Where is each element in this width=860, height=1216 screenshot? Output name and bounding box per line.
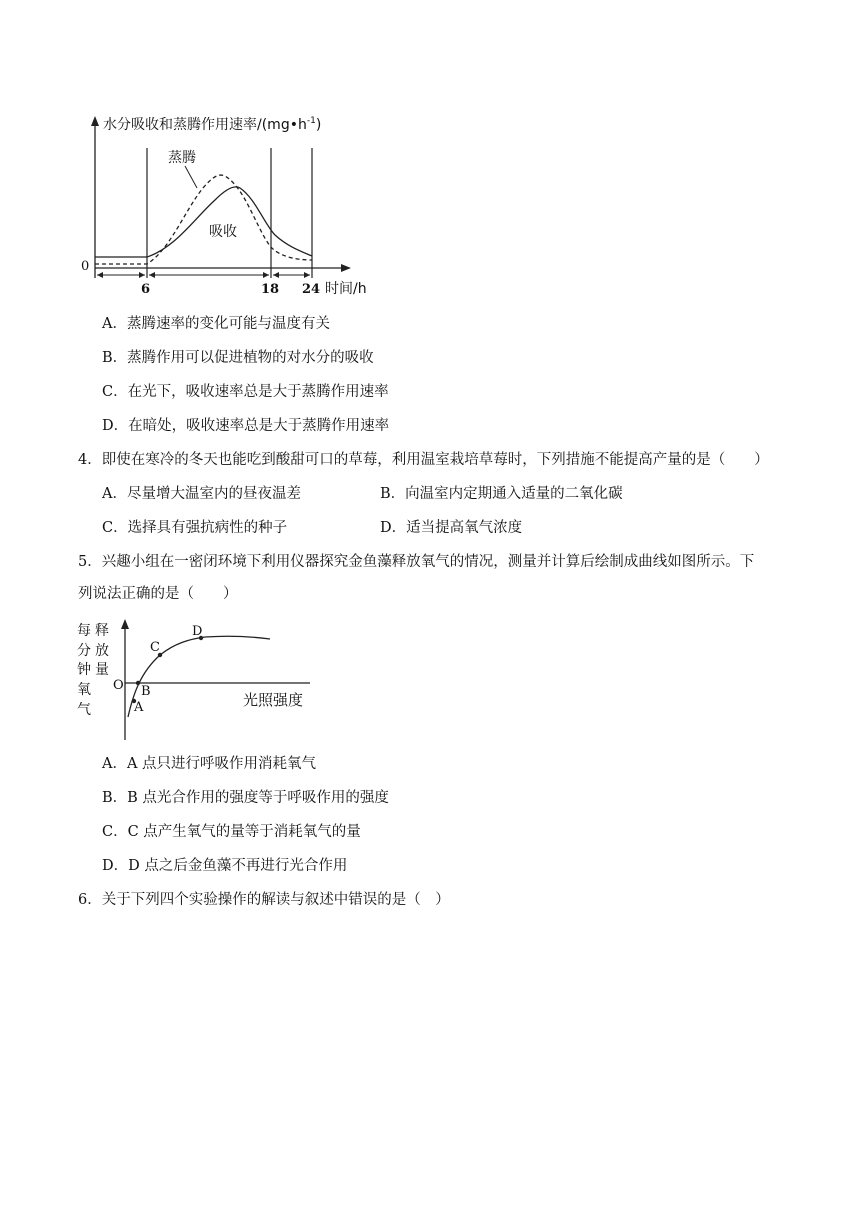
- q4-stem: 4．即使在寒冷的冬天也能吃到酸甜可口的草莓，利用温室栽培草莓时，下列措施不能提高产量的是（ ）: [78, 452, 769, 468]
- svg-text:D: D: [192, 624, 203, 639]
- svg-text:蒸腾: 蒸腾: [168, 150, 196, 166]
- q5-stem-line1: 5．兴趣小组在一密闭环境下利用仪器探究金鱼藻释放氧气的情况，测量并计算后绘制成曲线如图所示。下: [78, 554, 755, 570]
- svg-text:C: C: [150, 640, 160, 655]
- q4-option-c: C．选择具有强抗病性的种子: [102, 520, 288, 536]
- svg-text:6: 6: [141, 282, 151, 297]
- q6-stem: 6．关于下列四个实验操作的解读与叙述中错误的是（ ）: [78, 892, 450, 908]
- svg-text:24: 24: [302, 282, 321, 297]
- q5-option-c: C．C 点产生氧气的量等于消耗氧气的量: [102, 824, 361, 840]
- q5-option-d: D．D 点之后金鱼藻不再进行光合作用: [102, 858, 348, 874]
- svg-text:水分吸收和蒸腾作用速率/(mg•h-1): 水分吸收和蒸腾作用速率$/(mg•h^{-1})$: [103, 116, 322, 133]
- figure-water-transpiration-chart: [75, 110, 395, 300]
- figure-oxygen-light-chart: [75, 615, 320, 750]
- svg-text:时间/h: 时间/h: [325, 281, 367, 297]
- q3-option-c: C．在光下，吸收速率总是大于蒸腾作用速率: [102, 384, 389, 400]
- q5-option-b: B．B 点光合作用的强度等于呼吸作用的强度: [102, 790, 389, 806]
- q4-option-d: D．适当提高氧气浓度: [380, 520, 523, 536]
- svg-text:0: 0: [81, 259, 90, 274]
- q4-option-a: A．尽量增大温室内的昼夜温差: [102, 486, 301, 502]
- svg-text:吸收: 吸收: [209, 224, 237, 240]
- svg-text:18: 18: [261, 282, 280, 297]
- q5-stem-line2: 列说法正确的是（ ）: [78, 586, 238, 602]
- svg-text:O: O: [113, 678, 124, 693]
- q4-option-b: B．向温室内定期通入适量的二氧化碳: [380, 486, 623, 502]
- q3-option-b: B．蒸腾作用可以促进植物的对水分的吸收: [102, 350, 374, 366]
- svg-text:B: B: [141, 684, 151, 699]
- q3-option-d: D．在暗处，吸收速率总是大于蒸腾作用速率: [102, 418, 390, 434]
- svg-text:每 分 钟 氧 气: 每 分 钟 氧 气: [77, 623, 91, 718]
- q5-option-a: A．A 点只进行呼吸作用消耗氧气: [102, 756, 317, 772]
- svg-text:释 放 量: 释 放 量: [95, 623, 109, 678]
- svg-text:A: A: [134, 700, 144, 715]
- q3-option-a: A．蒸腾速率的变化可能与温度有关: [102, 316, 330, 332]
- svg-text:光照强度: 光照强度: [243, 691, 304, 709]
